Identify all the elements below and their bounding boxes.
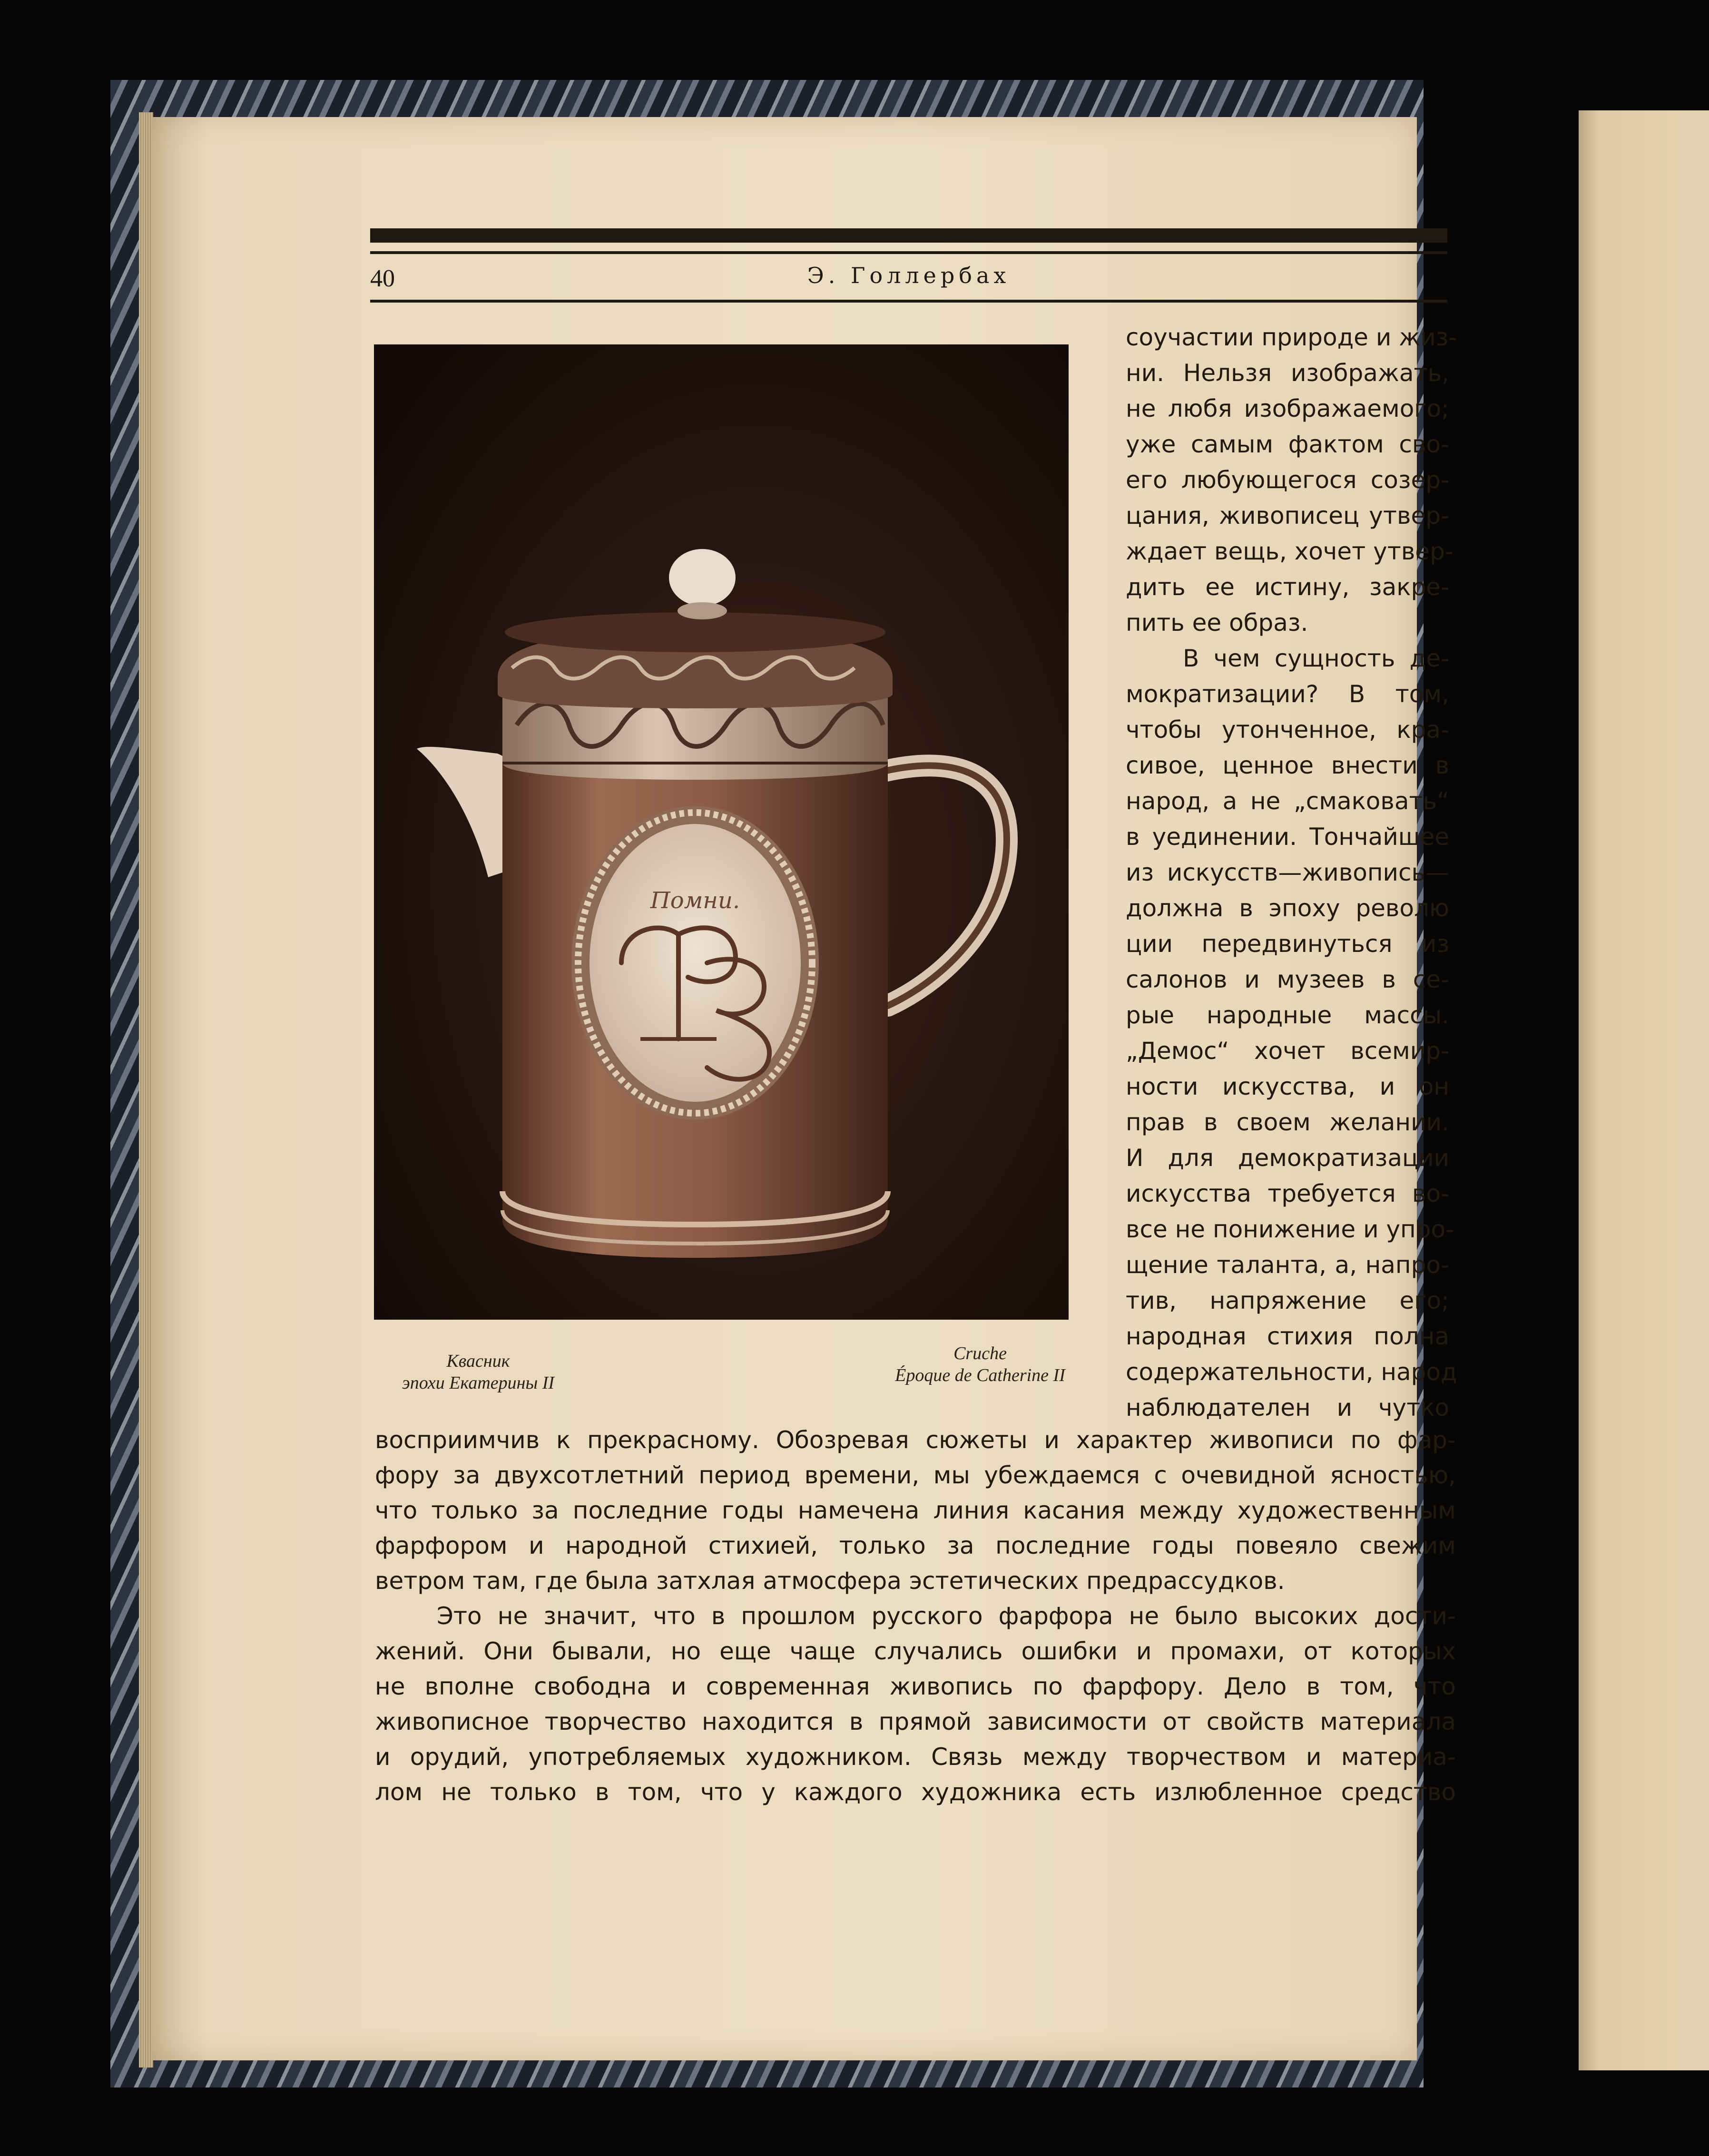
text-line: народная стихия полна [1126, 1323, 1449, 1350]
text-line: сивое, ценное внести в [1126, 752, 1449, 779]
page-number: 40 [370, 265, 395, 292]
text-line: мократизации? В том, [1126, 680, 1449, 708]
caption-french [871, 1343, 1090, 1386]
text-line: фору за двухсотлетний период времени, мы убеждаемся с очевидной ясностью, [375, 1461, 1456, 1489]
text-line: в уединении. Тончайшее [1126, 823, 1449, 851]
text-line: рые народные массы. [1126, 1001, 1449, 1029]
text-line: тив, напряжение его; [1126, 1287, 1449, 1314]
text-line: не вполне свободна и современная живопись по фарфору. Дело в том, что [375, 1673, 1456, 1700]
text-line: В чем сущность де- [1183, 645, 1449, 672]
jug-photo [374, 344, 1069, 1320]
text-line: жений. Они бывали, но еще чаще случались ошибки и промахи, от которых [375, 1637, 1456, 1665]
text-line: фарфором и народной стихией, только за последние годы повеяло свежим [375, 1532, 1456, 1559]
text-line: соучастии природе и жиз- [1126, 323, 1457, 351]
caption-fr-line-1: Cruche [953, 1343, 1007, 1363]
text-line: чтобы утонченное, кра- [1126, 716, 1449, 744]
text-line: и орудий, употребляемых художником. Связь между творчеством и материа- [375, 1743, 1456, 1771]
header-rule-thin [370, 251, 1447, 254]
side-text-column [1126, 320, 1457, 1426]
text-line: щение таланта, а, напро- [1126, 1251, 1449, 1279]
text-line: из искусств—живопись— [1126, 859, 1449, 886]
text-line: дить ее истину, закре- [1126, 573, 1449, 601]
text-line: „Демос“ хочет всемир- [1126, 1037, 1449, 1065]
text-line: что только за последние годы намечена линия касания между художественным [375, 1497, 1456, 1524]
text-line: ности искусства, и он [1126, 1073, 1449, 1100]
caption-ru-line-1: Квасник [446, 1351, 510, 1371]
text-line: не любя изображаемого; [1126, 395, 1449, 422]
text-line: цания, живописец утвер- [1126, 502, 1449, 529]
full-width-text [375, 1422, 1456, 1810]
header-rule-bottom [370, 300, 1447, 303]
caption-fr-line-2: Époque de Catherine II [895, 1365, 1065, 1385]
text-line: ции передвинуться из [1126, 930, 1449, 958]
text-line: содержательности, народ [1126, 1358, 1457, 1386]
lid-knob [669, 549, 736, 606]
text-line: уже самым фактом сво- [1126, 431, 1449, 458]
text-line: пить ее образ. [1126, 609, 1308, 637]
header-rule-thick [370, 228, 1447, 243]
text-line: его любующегося созер- [1126, 466, 1449, 494]
caption-russian [366, 1350, 590, 1394]
text-line: искусства требуется во- [1126, 1180, 1449, 1207]
facing-page [1579, 110, 1709, 2070]
text-line: салонов и музеев в се- [1126, 966, 1449, 993]
running-head: Э. Голлербах [807, 263, 1011, 288]
text-line: лом не только в том, что у каждого художника есть излюбленное средство [375, 1778, 1456, 1806]
text-line: прав в своем желании. [1126, 1108, 1449, 1136]
caption-ru-line-2: эпохи Екатерины II [402, 1373, 555, 1393]
text-line: народ, а не „смаковать“ [1126, 787, 1449, 815]
text-line: живописное творчество находится в прямой зависимости от свойств материала [375, 1708, 1456, 1735]
text-line: все не понижение и упро- [1126, 1215, 1454, 1243]
text-line: наблюдателен и чутко [1126, 1394, 1449, 1421]
text-line: Это не значит, что в прошлом русского фарфора не было высоких дости- [437, 1602, 1456, 1630]
text-line: ждает вещь, хочет утвер- [1126, 538, 1454, 565]
monogram-inscription: Помни. [650, 887, 740, 914]
text-line: должна в эпоху револю [1126, 894, 1449, 922]
text-line: восприимчив к прекрасному. Обозревая сюжеты и характер живописи по фар- [375, 1426, 1456, 1454]
text-line: ветром там, где была затхлая атмосфера эстетических предрассудков. [375, 1567, 1285, 1595]
text-line: ни. Нельзя изображать, [1126, 359, 1449, 387]
text-line: И для демократизации [1126, 1144, 1449, 1172]
